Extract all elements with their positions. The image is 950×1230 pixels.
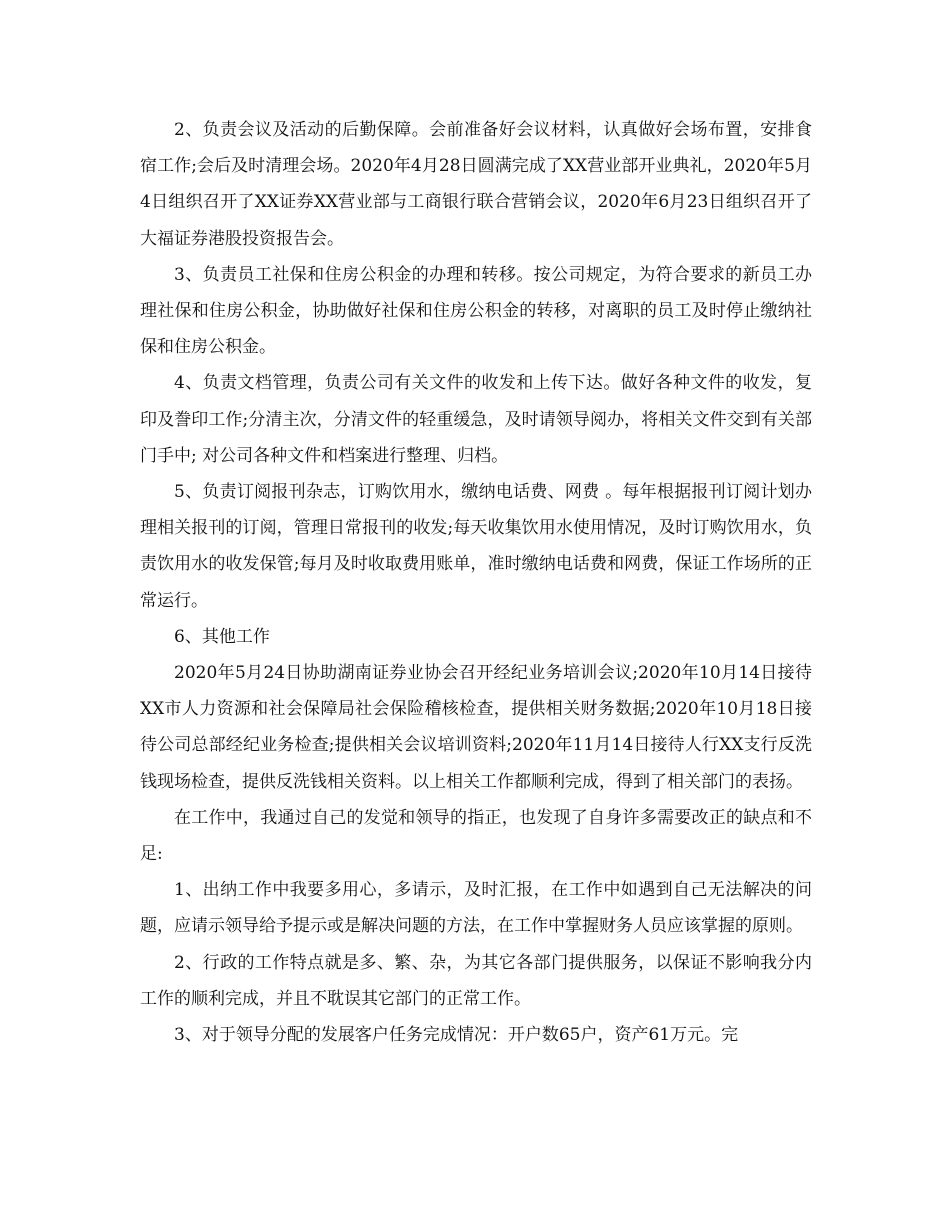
document-body [140, 112, 812, 1053]
paragraph-item-3-social-insurance: 3、负责员工社保和住房公积金的办理和转移。按公司规定，为符合要求的新员工办理社保和住房公积金，协助做好社保和住房公积金的转移，对离职的员工及时停止缴纳社保和住房公积金。 [140, 264, 812, 358]
paragraph-other-work-details: 2020年5月24日协助湖南证券业协会召开经纪业务培训会议;2020年10月14日接待XX市人力资源和社会保障局社会保险稽核检查，提供相关财务数据;2020年10月18日接待公司总部经纪业务检查;提供相关会议培训资料;2020年11月14日接待人行XX支行反洗钱现场检查，提供反洗钱相关资料。以上相关工作都顺利完成，得到了相关部门的表扬。 [140, 663, 812, 792]
paragraph-shortcoming-2: 2、行政的工作特点就是多、繁、杂，为其它各部门提供服务，以保证不影响我分内工作的顺利完成，并且不耽误其它部门的正常工作。 [140, 952, 812, 1009]
paragraph-item-2-logistics: 2、负责会议及活动的后勤保障。会前准备好会议材料，认真做好会场布置，安排食宿工作;会后及时清理会场。2020年4月28日圆满完成了XX营业部开业典礼，2020年5月4日组织召开了XX证券XX营业部与工商银行联合营销会议，2020年6月23日组织召开了大福证券港股投资报告会。 [140, 120, 812, 249]
paragraph-item-5-subscriptions: 5、负责订阅报刊杂志，订购饮用水，缴纳电话费、网费 。每年根据报刊订阅计划办理相关报刊的订阅，管理日常报刊的收发;每天收集饮用水使用情况，及时订购饮用水，负责饮用水的收发保管;每月及时收取费用账单，准时缴纳电话费和网费，保证工作场所的正常运行。 [140, 482, 812, 611]
paragraph-shortcomings-intro: 在工作中，我通过自己的发觉和领导的指正，也发现了自身许多需要改正的缺点和不足: [140, 807, 812, 865]
paragraph-shortcoming-3: 3、对于领导分配的发展客户任务完成情况：开户数65户，资产61万元。完 [174, 1025, 739, 1046]
paragraph-item-4-document-management: 4、负责文档管理，负责公司有关文件的收发和上传下达。做好各种文件的收发，复印及誊印工作;分清主次，分清文件的轻重缓急，及时请领导阅办，将相关文件交到有关部门手中; 对公司各种文件和档案进行整理、归档。 [140, 373, 812, 466]
paragraph-shortcoming-1: 1、出纳工作中我要多用心，多请示，及时汇报，在工作中如遇到自己无法解决的问题，应请示领导给予提示或是解决问题的方法，在工作中掌握财务人员应该掌握的原则。 [140, 880, 812, 937]
paragraph-item-6-other-work: 6、其他工作 [174, 626, 270, 647]
